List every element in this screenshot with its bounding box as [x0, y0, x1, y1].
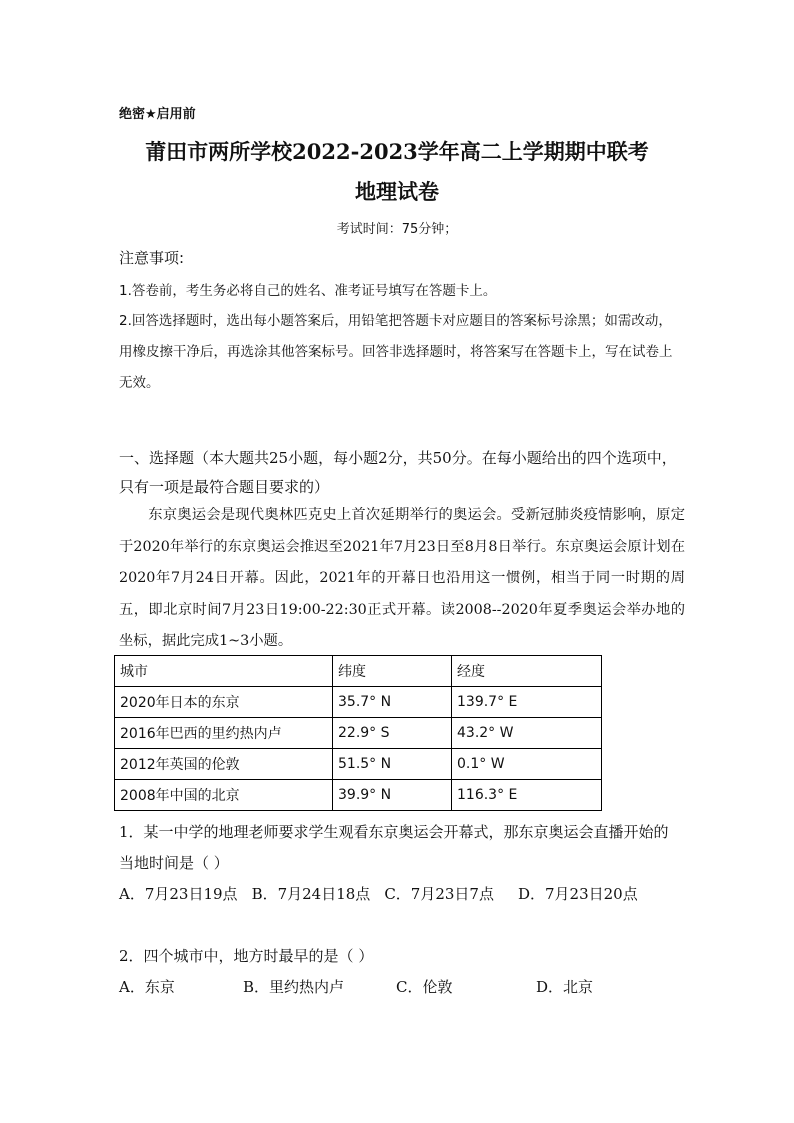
- note-item: 2.回答选择题时，选出每小题答案后，用铅笔把答题卡对应题目的答案标号涂黑；如需改动，用橡皮擦干净后，再选涂其他答案标号。回答非选择题时，将答案写在答题卡上，写在试卷上无效。: [119, 313, 673, 391]
- question-2-options: [119, 972, 681, 1003]
- table-cell: 22.9° S: [333, 718, 452, 749]
- table-cell: 116.3° E: [452, 780, 602, 811]
- table-row: [115, 687, 602, 718]
- page-subtitle: 地理试卷: [355, 179, 439, 204]
- table-row: [115, 749, 602, 780]
- table-header-cell: 城市: [115, 656, 333, 687]
- option-a: A．东京: [119, 978, 175, 996]
- option-b: B．7月24日18点: [251, 885, 371, 903]
- section-heading: 一、选择题（本大题共25小题，每小题2分，共50分。在每小题给出的四个选项中，只有一项是最符合题目要求的）: [119, 449, 677, 496]
- table-cell: 51.5° N: [333, 749, 452, 780]
- olympics-coordinates-table: [114, 655, 602, 811]
- option-c: C．伦敦: [396, 978, 453, 996]
- page-title: 莆田市两所学校2022-2023学年高二上学期期中联考: [145, 139, 649, 164]
- confidential-mark: 绝密★启用前: [119, 107, 196, 122]
- table-cell: 43.2° W: [452, 718, 602, 749]
- table-header-cell: 经度: [452, 656, 602, 687]
- option-d: D．7月23日20点: [517, 885, 638, 903]
- table-cell: 2012年英国的伦敦: [115, 749, 333, 780]
- passage-text: 东京奥运会是现代奥林匹克史上首次延期举行的奥运会。受新冠肺炎疫情影响，原定于2020年举行的东京奥运会推迟至2021年7月23日至8月8日举行。东京奥运会原计划在2020年7月24日开幕。因此，2021年的开幕日也沿用这一惯例，相当于同一时期的周五，即北京时间7月23日19:00-22:30正式开幕。读2008--2020年夏季奥运会举办地的坐标，据此完成1~3小题。: [119, 507, 685, 649]
- option-a: A．7月23日19点: [119, 885, 238, 903]
- question-1-stem: 1．某一中学的地理老师要求学生观看东京奥运会开幕式，那东京奥运会直播开始的当地时间是（ ）: [119, 823, 669, 872]
- table-cell: 35.7° N: [333, 687, 452, 718]
- table-cell: 2020年日本的东京: [115, 687, 333, 718]
- table-header-row: [115, 656, 602, 687]
- table-cell: 0.1° W: [452, 749, 602, 780]
- option-d: D．北京: [536, 978, 594, 996]
- table-cell: 39.9° N: [333, 780, 452, 811]
- table-header-cell: 纬度: [333, 656, 452, 687]
- table-row: [115, 780, 602, 811]
- note-item: 1.答卷前，考生务必将自己的姓名、准考证号填写在答题卡上。: [119, 283, 497, 299]
- question-1-options: [119, 879, 681, 910]
- notes-heading: 注意事项:: [119, 249, 185, 267]
- option-c: C．7月23日7点: [384, 885, 494, 903]
- question-2-stem: 2．四个城市中，地方时最早的是（ ）: [119, 947, 374, 965]
- table-cell: 2016年巴西的里约热内卢: [115, 718, 333, 749]
- exam-time: 考试时间：75分钟；: [336, 222, 458, 237]
- table-cell: 139.7° E: [452, 687, 602, 718]
- table-row: [115, 718, 602, 749]
- option-b: B．里约热内卢: [243, 978, 345, 996]
- reading-passage: [119, 500, 685, 658]
- table-cell: 2008年中国的北京: [115, 780, 333, 811]
